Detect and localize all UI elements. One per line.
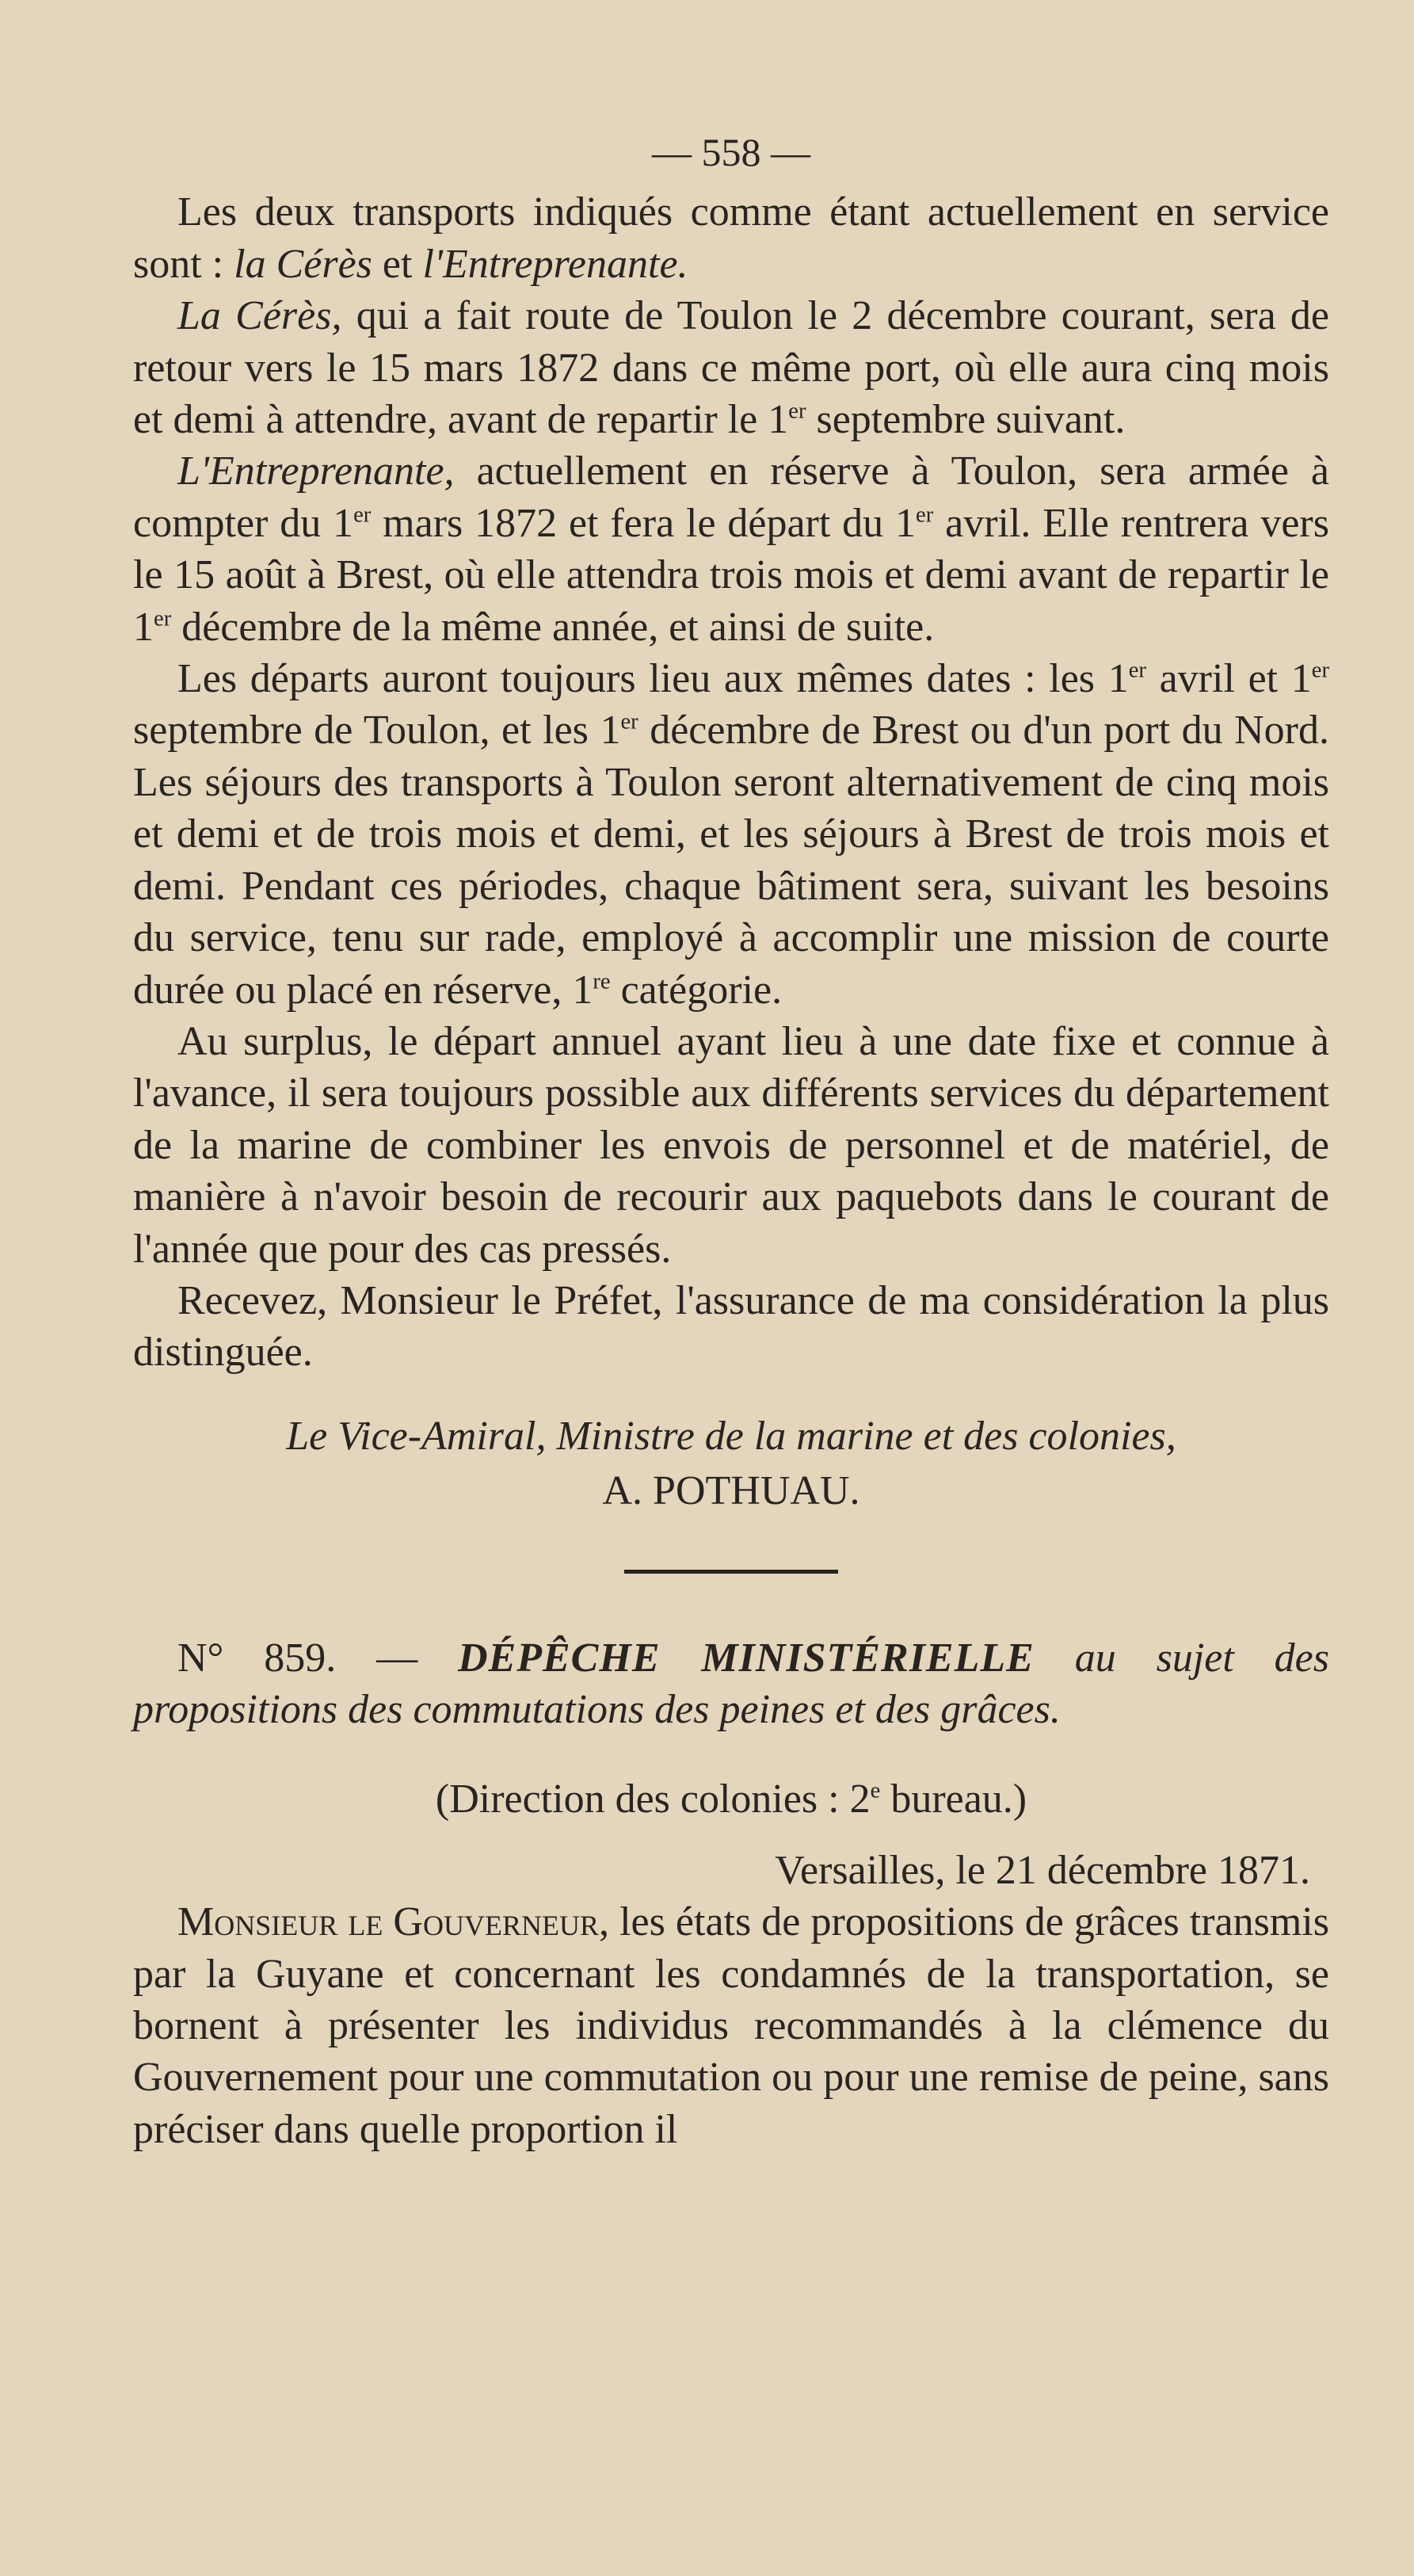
- ordinal-sup: er: [154, 606, 172, 632]
- text-span: septembre de Toulon, et les 1: [133, 708, 621, 754]
- text-span: décembre de Brest ou d'un port du Nord. Les séjours des transports à Toulon seront alternativement de cinq mois et demi et de trois mois et demi, et les séjours à Brest de trois mois et demi. Pendant ces périodes, chaque bâtiment sera, suivant les besoins du service, tenu sur rade, employé à accomplir une mission de courte durée ou placé en réserve, 1: [133, 708, 1329, 1013]
- dispatch-subtitle: au sujet des propositions des commutations des peines et des grâces.: [133, 1635, 1329, 1732]
- ordinal-sup: er: [788, 399, 806, 424]
- ship-name-entreprenante: L'Entreprenante,: [177, 448, 455, 494]
- salutation: Monsieur le Gouverneur,: [177, 1899, 609, 1945]
- text-span: décembre de la même année, et ainsi de suite.: [171, 604, 935, 650]
- text-span: actuellement en réserve à Toulon, sera armée à compter du 1: [133, 448, 1329, 546]
- text-span: Les deux transports indiqués comme étant actuellement en service sont :: [133, 189, 1329, 287]
- dateline: Versailles, le 21 décembre 1871.: [775, 1847, 1310, 1893]
- text-span: bureau.): [880, 1776, 1027, 1822]
- section-divider: [624, 1570, 838, 1574]
- ordinal-sup: e: [870, 1779, 881, 1804]
- paragraph-surplus: Au surplus, le départ annuel ayant lieu à une date fixe et connue à l'avance, il sera toujours possible aux différents services du département de la marine de combiner les envois de personnel et de matériel, de manière à n'avoir besoin de recourir aux paquebots dans le courant de l'année que pour des cas pressés.: [133, 1018, 1329, 1272]
- paragraph-closing: Recevez, Monsieur le Préfet, l'assurance de ma considération la plus distinguée.: [133, 1277, 1329, 1376]
- ordinal-sup: er: [353, 502, 372, 528]
- text-span: avril et 1: [1145, 656, 1312, 702]
- ordinal-sup: er: [620, 710, 638, 735]
- ship-name-ceres: La Cérès,: [177, 293, 342, 339]
- page-number: — 558 —: [652, 130, 810, 174]
- text-span: et: [372, 241, 423, 287]
- paragraph-governor: [133, 1896, 1329, 2155]
- text-span: catégorie.: [610, 967, 783, 1013]
- direction-line: [133, 1773, 1329, 1825]
- paragraph-entreprenante: [133, 445, 1329, 653]
- signature-title: Le Vice-Amiral, Ministre de la marine et des colonies,: [286, 1413, 1176, 1459]
- dispatch-heading: [133, 1632, 1329, 1736]
- text-span: Les départs auront toujours lieu aux mêmes dates : les 1: [177, 656, 1129, 702]
- paragraph-transports: [133, 186, 1329, 290]
- ordinal-sup: er: [916, 502, 934, 528]
- text-span: qui a fait route de Toulon le 2 décembre courant, sera de retour vers le 15 mars 1872 dans ce même port, où elle aura cinq mois et demi à attendre, avant de repartir le 1: [133, 293, 1329, 443]
- ordinal-sup: er: [1128, 658, 1146, 683]
- dispatch-number: N° 859. —: [177, 1635, 458, 1681]
- text-span: les états de propositions de grâces transmis par la Guyane et concernant les condamnés de la transportation, se bornent à présenter les individus recommandés à la clémence du Gouvernement pour une commutation ou pour une remise de peine, sans préciser dans quelle proportion il: [133, 1899, 1329, 2152]
- signature-name: A. POTHUAU.: [602, 1468, 860, 1514]
- paragraph-ceres: [133, 290, 1329, 445]
- dispatch-title: DÉPÊCHE MINISTÉRIELLE: [458, 1635, 1035, 1681]
- paragraph-departures: [133, 653, 1329, 1016]
- text-span: (Direction des colonies : 2: [435, 1776, 871, 1822]
- page-text: [133, 127, 1329, 2155]
- ordinal-sup: er: [1311, 658, 1329, 683]
- ship-name-ceres: la Cérès: [234, 241, 372, 287]
- ship-name-entreprenante: l'Entreprenante.: [422, 241, 688, 287]
- text-span: septembre suivant.: [806, 397, 1126, 443]
- text-span: mars 1872 et fera le départ du 1: [371, 500, 917, 546]
- text-span: avril. Elle rentrera vers le 15 août à Brest, où elle attendra trois mois et demi avant de repartir le 1: [133, 500, 1329, 650]
- ordinal-sup: re: [593, 969, 611, 994]
